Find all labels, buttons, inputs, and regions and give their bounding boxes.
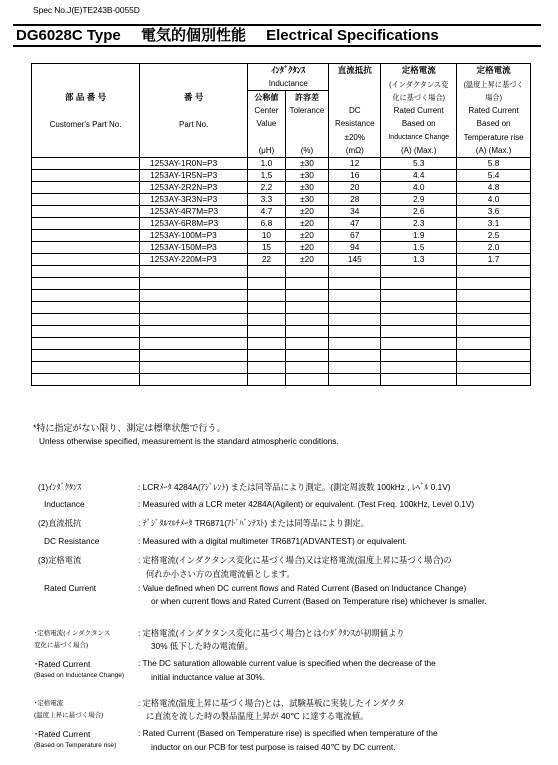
empty-cell	[457, 266, 531, 278]
header-rc2-en3: Temperature rise	[463, 132, 524, 142]
inductance-label-jp: (1)ｲﾝﾀﾞｸﾀﾝｽ	[38, 482, 82, 492]
empty-cell	[381, 266, 457, 278]
empty-cell	[457, 338, 531, 350]
table-row	[32, 170, 531, 182]
rated-current-def-jp1: : 定格電流(インダクタンス変化に基づく場合)又は定格電流(温度上昇に基づく場合)の	[138, 555, 452, 565]
dcr-cell: 12	[329, 158, 381, 170]
header-rc2-en1: Rated Current	[457, 104, 531, 117]
ric-label-en2: (Based on Inductance Change)	[34, 672, 124, 679]
ric-label-en1: ･Rated Current	[34, 659, 91, 669]
table-row	[32, 230, 531, 242]
spec-table	[31, 63, 531, 386]
header-nominal-jp: 公称値	[248, 91, 285, 105]
header-inductance-jp: ｲﾝﾀﾞｸﾀﾝｽ	[271, 65, 306, 75]
header-rc1-sub	[381, 77, 457, 104]
empty-cell	[140, 338, 248, 350]
empty-cell	[329, 338, 381, 350]
empty-cell	[248, 326, 285, 338]
empty-cell	[285, 338, 329, 350]
empty-cell	[248, 290, 285, 302]
header-rc1-sub1: (インダクタンス変	[389, 79, 449, 89]
empty-cell	[381, 302, 457, 314]
empty-cell	[32, 374, 140, 386]
customer-part-cell	[32, 218, 140, 230]
header-nominal-en2: Value	[248, 117, 285, 130]
empty-row	[32, 314, 531, 326]
header-part-no-jp: 番 号	[183, 91, 204, 102]
table-row	[32, 242, 531, 254]
rated-current-def-en1: : Value defined when DC current flows and Rated Current (Based on Inductance Change)	[138, 583, 467, 593]
empty-cell	[32, 302, 140, 314]
rated-current-ind-cell: 4.0	[381, 182, 457, 194]
empty-cell	[248, 314, 285, 326]
rit-label-jp1: ･定格電流	[34, 700, 64, 707]
header-inductance	[248, 64, 329, 78]
table-row	[32, 182, 531, 194]
empty-cell	[381, 290, 457, 302]
empty-cell	[329, 290, 381, 302]
dcr-label-en: DC Resistance	[44, 536, 100, 546]
customer-part-cell	[32, 182, 140, 194]
tolerance-cell: ±20	[285, 254, 329, 266]
ric-def-en2: initial inductance value at 30%.	[151, 672, 265, 682]
empty-cell	[381, 350, 457, 362]
title-type: DG6028C Type	[16, 27, 121, 44]
empty-row	[32, 350, 531, 362]
rated-current-label-jp: (3)定格電流	[38, 555, 82, 565]
header-tolerance-unit	[285, 130, 329, 158]
empty-row	[32, 266, 531, 278]
rated-current-temp-cell: 5.8	[457, 158, 531, 170]
header-tol-blank	[285, 117, 329, 130]
rated-current-temp-cell: 3.1	[457, 218, 531, 230]
ric-label-jp1: ･定格電流(インダクタンス	[34, 630, 111, 637]
rit-def-en2: inductor on our PCB for test purpose is raised 40℃ by DC current.	[151, 742, 396, 752]
rated-current-label-en: Rated Current	[44, 583, 97, 593]
header-rc1-en1: Rated Current	[381, 104, 457, 117]
customer-part-cell	[32, 206, 140, 218]
header-customer-part	[32, 64, 140, 158]
empty-cell	[140, 302, 248, 314]
empty-cell	[140, 350, 248, 362]
rated-current-ind-cell: 5.3	[381, 158, 457, 170]
dcr-method-jp: : ﾃﾞｼﾞﾀﾙﾏﾙﾁﾒｰﾀ TR6871(ｱﾄﾞﾊﾞﾝﾃｽﾄ) または同等品により測定。	[138, 518, 369, 528]
empty-cell	[248, 302, 285, 314]
standard-conditions-en: Unless otherwise specified, measurement is the standard atmospheric conditions.	[39, 436, 339, 446]
empty-cell	[285, 266, 329, 278]
dcr-label-jp: (2)直流抵抗	[38, 518, 82, 528]
dcr-cell: 47	[329, 218, 381, 230]
dcr-cell: 20	[329, 182, 381, 194]
empty-row	[32, 374, 531, 386]
inductance-cell: 15	[248, 242, 285, 254]
empty-cell	[457, 362, 531, 374]
table-row	[32, 218, 531, 230]
inductance-cell: 1.0	[248, 158, 285, 170]
header-customer-part-en: Customer's Part No.	[49, 119, 122, 129]
empty-cell	[32, 278, 140, 290]
rated-current-def-en2: or when current flows and Rated Current (Based on Temperature rise) whichever is smaller.	[151, 596, 487, 606]
header-nominal-en1: Center	[248, 104, 285, 117]
rit-label-en1: ･Rated Current	[34, 729, 91, 739]
inductance-method-jp: : LCRﾒｰﾀ 4284A(ｱｼﾞﾚﾝﾄ) または同等品により測定。(測定周波数 100kHz , ﾚﾍﾞﾙ 0.1V)	[138, 482, 451, 492]
rit-def-jp1: : 定格電流(温度上昇に基づく場合)とは、試験基板に実装したインダクタ	[138, 698, 405, 708]
inductance-cell: 4.7	[248, 206, 285, 218]
table-row	[32, 158, 531, 170]
empty-row	[32, 278, 531, 290]
rated-current-temp-cell: 2.0	[457, 242, 531, 254]
empty-cell	[329, 314, 381, 326]
header-part-no-en: Part No.	[178, 119, 209, 129]
header-part-no	[140, 64, 248, 158]
empty-cell	[381, 314, 457, 326]
empty-cell	[140, 266, 248, 278]
empty-row	[32, 302, 531, 314]
part-number-cell: 1253AY-2R2N=P3	[140, 182, 248, 194]
empty-cell	[140, 374, 248, 386]
rit-label-en2: (Based on Temperature rise)	[34, 742, 117, 749]
rated-current-temp-cell: 3.6	[457, 206, 531, 218]
empty-cell	[381, 278, 457, 290]
empty-cell	[457, 278, 531, 290]
empty-cell	[248, 374, 285, 386]
header-rc1-unit-text: (A) (Max.)	[400, 145, 437, 155]
inductance-cell: 10	[248, 230, 285, 242]
header-rc2-jp: 定格電流	[476, 65, 511, 75]
empty-cell	[248, 338, 285, 350]
tolerance-cell: ±20	[285, 242, 329, 254]
empty-cell	[329, 302, 381, 314]
rated-current-temp-cell: 5.4	[457, 170, 531, 182]
rated-current-ind-cell: 4.4	[381, 170, 457, 182]
rit-def-jp2: に直流を流した時の製品温度上昇が 40℃ に達する電流値。	[146, 711, 369, 721]
empty-cell	[140, 290, 248, 302]
header-dcr-unit-text: (mΩ)	[345, 145, 364, 155]
empty-cell	[285, 302, 329, 314]
empty-cell	[248, 278, 285, 290]
rated-current-ind-cell: 2.6	[381, 206, 457, 218]
empty-cell	[140, 362, 248, 374]
header-nominal-unit-text: (μH)	[258, 146, 275, 155]
empty-cell	[381, 326, 457, 338]
tolerance-cell: ±30	[285, 170, 329, 182]
empty-cell	[32, 362, 140, 374]
empty-cell	[457, 302, 531, 314]
empty-cell	[32, 350, 140, 362]
inductance-cell: 2.2	[248, 182, 285, 194]
part-number-cell: 1253AY-4R7M=P3	[140, 206, 248, 218]
header-rc2-sub1: (温度上昇に基づく	[463, 79, 524, 89]
empty-cell	[329, 374, 381, 386]
header-dcr-unit	[329, 130, 381, 158]
empty-cell	[329, 326, 381, 338]
tolerance-cell: ±20	[285, 218, 329, 230]
empty-cell	[457, 326, 531, 338]
rated-current-ind-cell: 1.3	[381, 254, 457, 266]
empty-row	[32, 338, 531, 350]
empty-cell	[32, 266, 140, 278]
rit-label-jp2: (温度上昇に基づく場合)	[34, 712, 104, 719]
header-tolerance-en: Tolerance	[285, 104, 329, 117]
dcr-cell: 28	[329, 194, 381, 206]
empty-cell	[32, 314, 140, 326]
rated-current-temp-cell: 2.5	[457, 230, 531, 242]
header-rc2-sub2: 場合)	[485, 92, 502, 102]
header-rc2-unit-text: (A) (Max.)	[475, 145, 512, 155]
empty-cell	[329, 362, 381, 374]
dcr-method-en: : Measured with a digital multimeter TR6871(ADVANTEST) or equivalent.	[138, 536, 407, 546]
inductance-cell: 1.5	[248, 170, 285, 182]
empty-cell	[140, 326, 248, 338]
header-rc1-sub2: 化に基づく場合)	[392, 92, 446, 102]
tolerance-cell: ±30	[285, 158, 329, 170]
inductance-label-en: Inductance	[44, 499, 85, 509]
empty-row	[32, 290, 531, 302]
part-number-cell: 1253AY-1R0N=P3	[140, 158, 248, 170]
part-number-cell: 1253AY-6R8M=P3	[140, 218, 248, 230]
empty-cell	[457, 314, 531, 326]
header-rc2-sub	[457, 77, 531, 104]
empty-cell	[329, 350, 381, 362]
header-tol-unit-text: (%)	[300, 146, 314, 155]
header-rc2-unit	[457, 130, 531, 158]
empty-cell	[285, 350, 329, 362]
header-rated-current-temp	[457, 64, 531, 78]
empty-cell	[140, 278, 248, 290]
customer-part-cell	[32, 242, 140, 254]
empty-cell	[329, 278, 381, 290]
empty-row	[32, 326, 531, 338]
empty-cell	[285, 314, 329, 326]
empty-cell	[32, 326, 140, 338]
spec-number: Spec No.J(E)TE243B-0055D	[33, 5, 140, 15]
title-jp: 電気的個別性能	[140, 27, 246, 44]
ric-def-jp2: 30% 低下した時の電流値。	[151, 641, 253, 651]
table-row	[32, 254, 531, 266]
empty-cell	[285, 290, 329, 302]
empty-cell	[285, 362, 329, 374]
inductance-cell: 22	[248, 254, 285, 266]
header-rc2-en2: Based on	[457, 117, 531, 130]
rated-current-def-jp2: 何れか小さい方の直流電流値とします。	[146, 569, 295, 579]
rated-current-temp-cell: 1.7	[457, 254, 531, 266]
empty-cell	[248, 350, 285, 362]
inductance-cell: 6.8	[248, 218, 285, 230]
header-rc1-en3: Inductance Change	[388, 133, 450, 141]
empty-cell	[248, 362, 285, 374]
rated-current-temp-cell: 4.8	[457, 182, 531, 194]
part-number-cell: 1253AY-3R3N=P3	[140, 194, 248, 206]
tolerance-cell: ±30	[285, 182, 329, 194]
table-row	[32, 194, 531, 206]
customer-part-cell	[32, 254, 140, 266]
header-rc1-unit	[381, 130, 457, 158]
tolerance-cell: ±20	[285, 206, 329, 218]
title-en: Electrical Specifications	[266, 27, 439, 44]
empty-cell	[381, 362, 457, 374]
rated-current-ind-cell: 2.3	[381, 218, 457, 230]
empty-row	[32, 362, 531, 374]
empty-cell	[32, 338, 140, 350]
empty-cell	[285, 374, 329, 386]
dcr-cell: 16	[329, 170, 381, 182]
empty-cell	[140, 314, 248, 326]
ric-def-jp1: : 定格電流(インダクタンス変化に基づく場合)とはｲﾝﾀﾞｸﾀﾝｽが初期値より	[138, 628, 405, 638]
header-dcr	[329, 64, 381, 78]
empty-cell	[285, 326, 329, 338]
customer-part-cell	[32, 194, 140, 206]
header-tolerance-jp: 許容差	[285, 91, 329, 105]
ric-def-en1: : The DC saturation allowable current value is specified when the decrease of the	[138, 658, 436, 668]
ric-label-jp2: 変化に基づく場合)	[34, 642, 89, 649]
part-number-cell: 1253AY-220M=P3	[140, 254, 248, 266]
rated-current-ind-cell: 1.9	[381, 230, 457, 242]
inductance-method-en: : Measured with a LCR meter 4284A(Agilent) or equivalent. (Test Freq. 100kHz, Level 0.1V)	[138, 499, 475, 509]
table-row	[32, 206, 531, 218]
part-number-cell: 1253AY-150M=P3	[140, 242, 248, 254]
inductance-cell: 3.3	[248, 194, 285, 206]
dcr-cell: 94	[329, 242, 381, 254]
header-dcr-tol: ±20%	[344, 132, 365, 142]
part-number-cell: 1253AY-100M=P3	[140, 230, 248, 242]
header-dcr-en1: DC	[329, 104, 381, 117]
rated-current-ind-cell: 1.5	[381, 242, 457, 254]
header-rc1-en2: Based on	[381, 117, 457, 130]
empty-cell	[329, 266, 381, 278]
header-dcr-jp: 直流抵抗	[337, 65, 372, 75]
empty-cell	[457, 350, 531, 362]
part-number-cell: 1253AY-1R5N=P3	[140, 170, 248, 182]
empty-cell	[381, 374, 457, 386]
standard-conditions-jp: *特に指定がない限り、測定は標準状態で行う。	[33, 423, 226, 433]
tolerance-cell: ±30	[285, 194, 329, 206]
empty-cell	[457, 374, 531, 386]
empty-cell	[457, 290, 531, 302]
header-nominal-unit	[248, 130, 285, 158]
rit-def-en1: : Rated Current (Based on Temperature rise) is specified when temperature of the	[138, 728, 438, 738]
customer-part-cell	[32, 170, 140, 182]
header-rated-current-ind	[381, 64, 457, 78]
customer-part-cell	[32, 158, 140, 170]
header-dcr-en2: Resistance	[329, 117, 381, 130]
dcr-cell: 145	[329, 254, 381, 266]
tolerance-cell: ±20	[285, 230, 329, 242]
header-inductance-en: Inductance	[248, 77, 329, 91]
customer-part-cell	[32, 230, 140, 242]
dcr-cell: 34	[329, 206, 381, 218]
dcr-cell: 67	[329, 230, 381, 242]
header-dcr-blank	[329, 77, 381, 104]
header-rc1-jp: 定格電流	[401, 65, 436, 75]
rated-current-ind-cell: 2.9	[381, 194, 457, 206]
page-title	[13, 24, 541, 47]
empty-cell	[285, 278, 329, 290]
empty-cell	[381, 338, 457, 350]
rated-current-temp-cell: 4.0	[457, 194, 531, 206]
empty-cell	[32, 290, 140, 302]
header-customer-part-jp: 部 品 番 号	[65, 91, 107, 102]
empty-cell	[248, 266, 285, 278]
